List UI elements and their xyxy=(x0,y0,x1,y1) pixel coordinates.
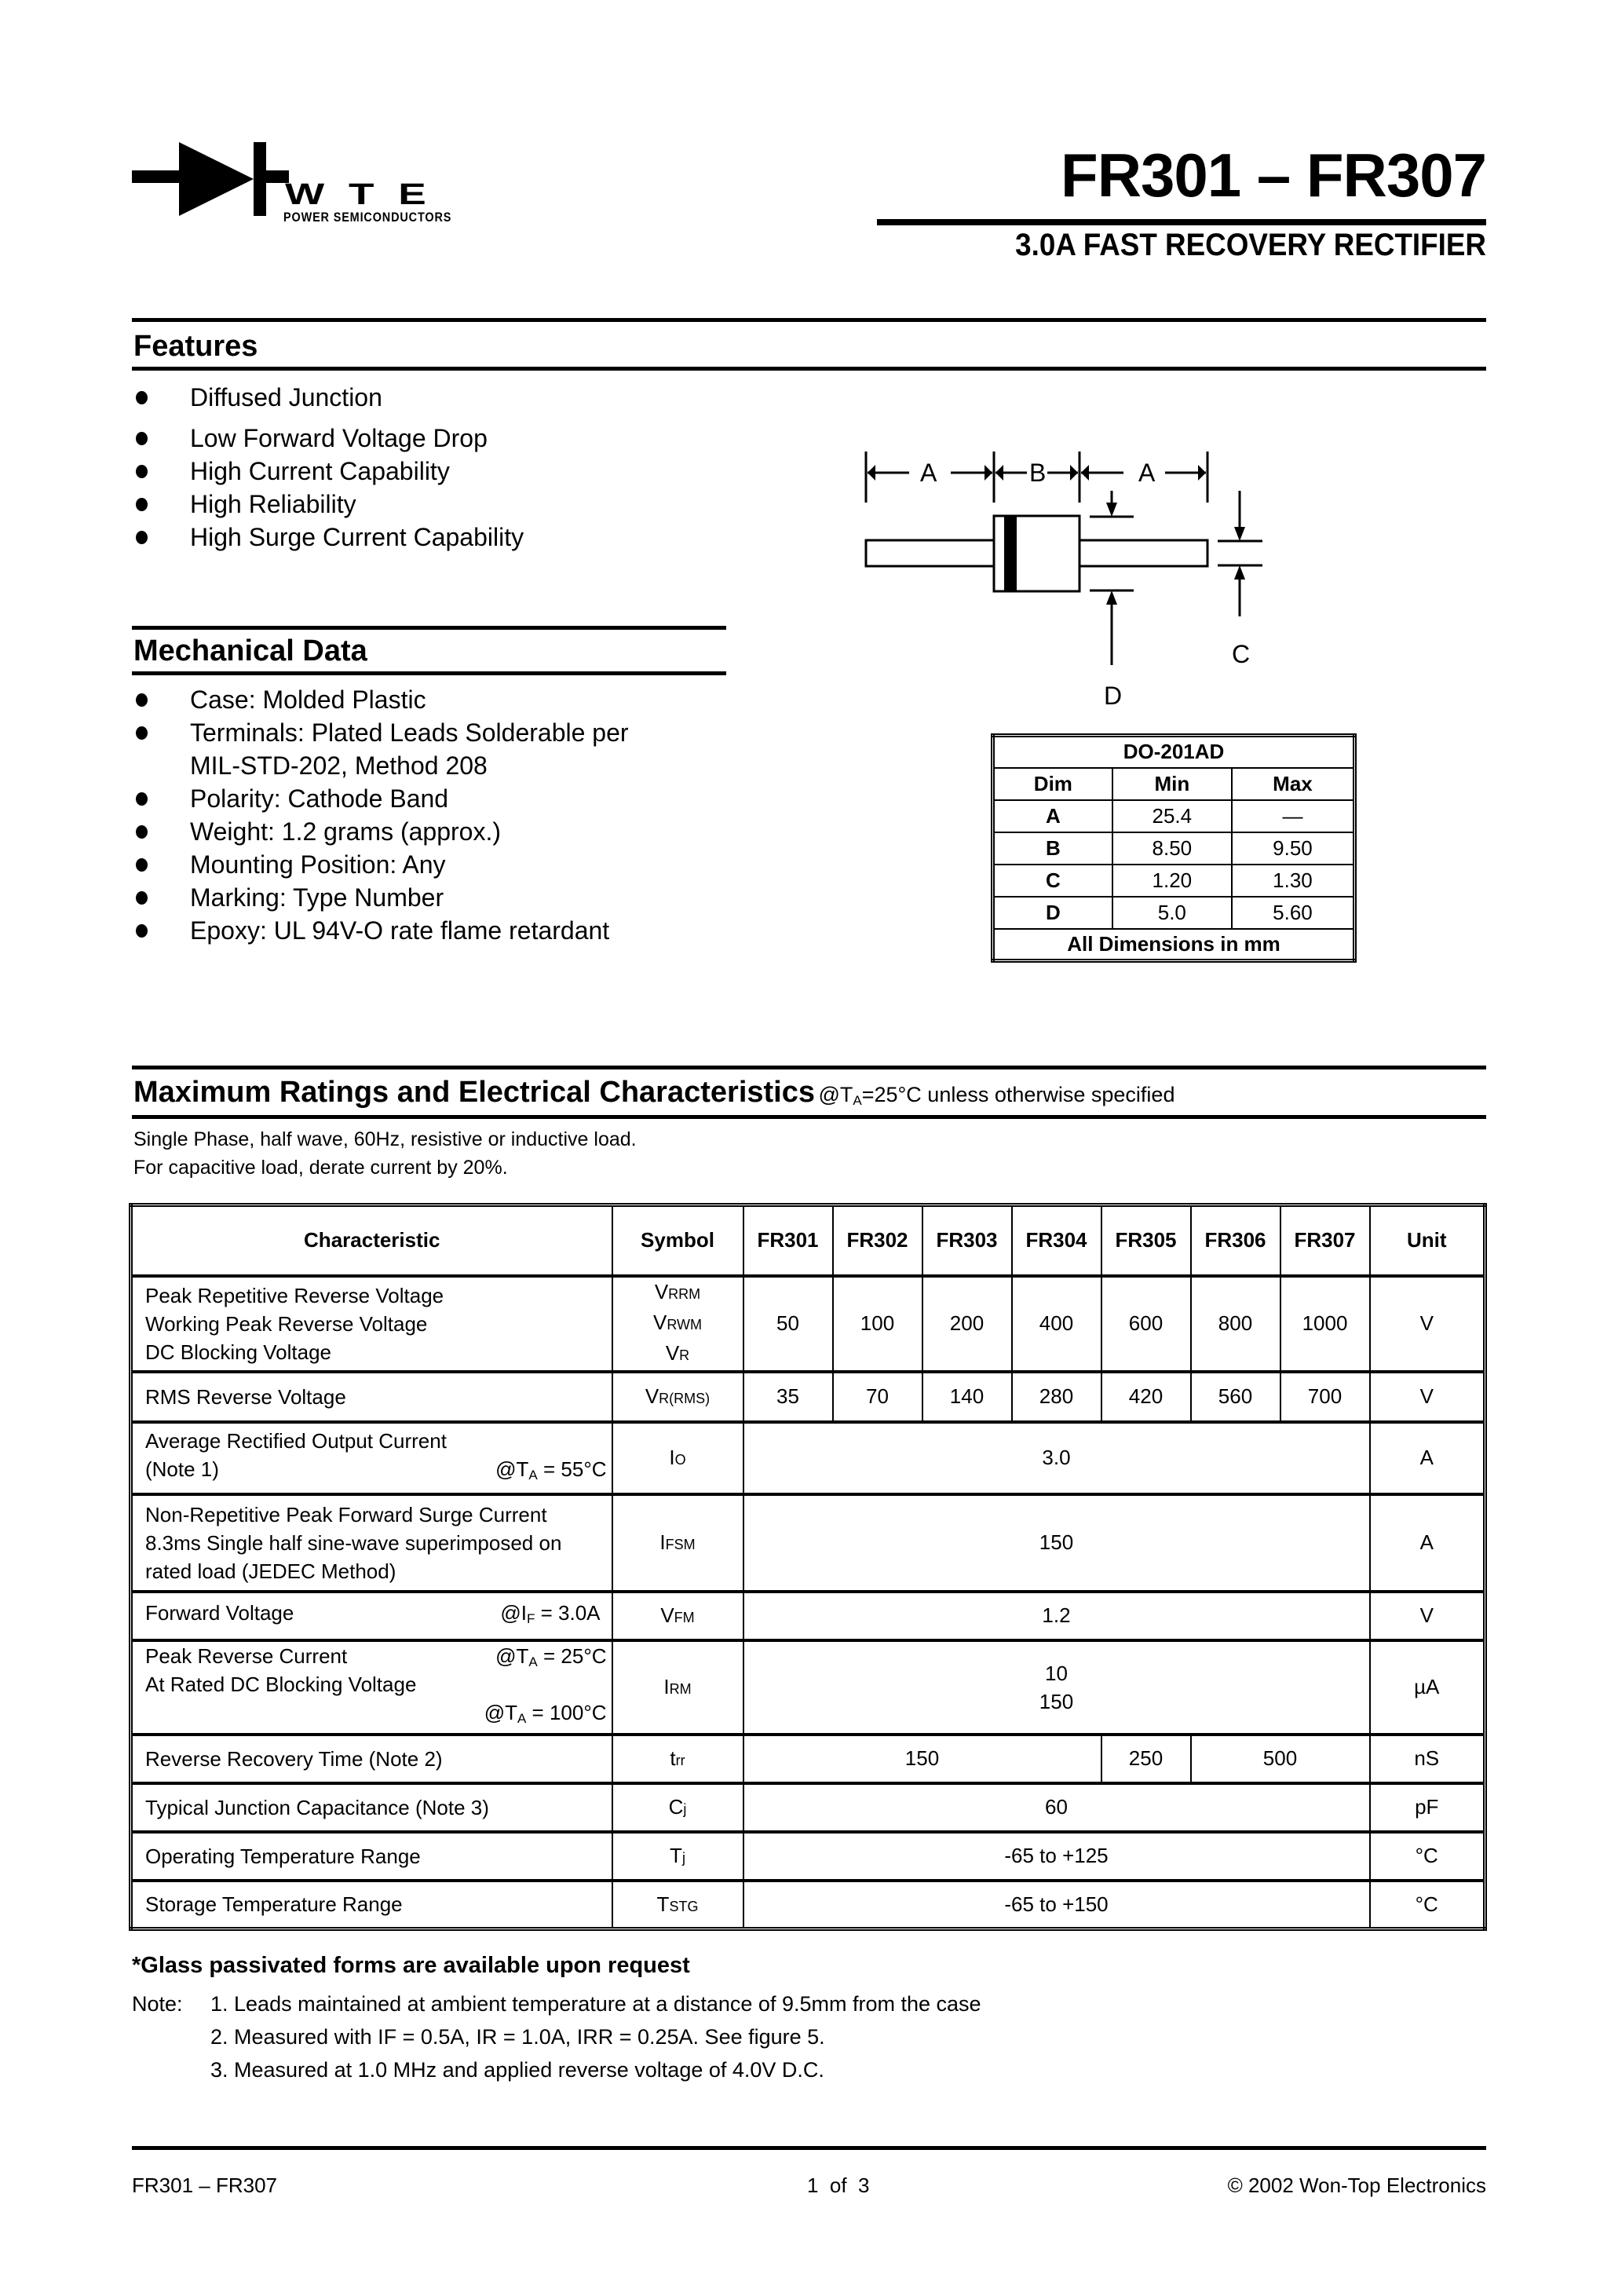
unit-cell: A xyxy=(1370,1422,1485,1494)
unit-cell: V xyxy=(1370,1592,1485,1640)
mechanical-item-continuation: MIL-STD-202, Method 208 xyxy=(190,751,488,780)
features-divider xyxy=(132,367,1486,371)
characteristic-cell: Peak Repetitive Reverse Voltage Working Peak Reverse Voltage DC Blocking Voltage xyxy=(131,1276,612,1372)
symbol-cell: Tj xyxy=(612,1832,743,1881)
dim-label-b: B xyxy=(1029,459,1047,487)
symbol-cell: VRRM VRWM VR xyxy=(612,1276,743,1372)
symbol-cell: trr xyxy=(612,1735,743,1783)
value-cell: 1000 xyxy=(1280,1276,1370,1372)
bullet-icon xyxy=(136,465,148,478)
symbol-cell: VR(RMS) xyxy=(612,1372,743,1422)
symbol-cell: IO xyxy=(612,1422,743,1494)
bullet-icon xyxy=(136,726,148,740)
value-cell: 3.0 xyxy=(743,1422,1370,1494)
table-row-cj xyxy=(131,1783,1485,1832)
characteristic-cell: Reverse Recovery Time (Note 2) xyxy=(131,1735,612,1783)
min-header: Min xyxy=(1112,768,1232,800)
dim-row xyxy=(993,865,1355,897)
max-cell: 5.60 xyxy=(1232,897,1355,929)
value-cell: 560 xyxy=(1191,1372,1280,1422)
dim-units-note: All Dimensions in mm xyxy=(993,929,1355,961)
value-cell: -65 to +125 xyxy=(743,1832,1370,1881)
table-row-vfm xyxy=(131,1592,1485,1640)
col-fr302: FR302 xyxy=(833,1205,922,1276)
dim-cell: A xyxy=(993,800,1112,832)
feature-item: Low Forward Voltage Drop xyxy=(132,422,524,455)
value-cell: 60 xyxy=(743,1783,1370,1832)
bullet-icon xyxy=(136,858,148,872)
col-fr305: FR305 xyxy=(1101,1205,1191,1276)
dim-header: Dim xyxy=(993,768,1112,800)
ratings-top-divider xyxy=(132,1066,1486,1069)
symbol-cell: IFSM xyxy=(612,1494,743,1592)
characteristic-cell: Typical Junction Capacitance (Note 3) xyxy=(131,1783,612,1832)
mechanical-item: Terminals: Plated Leads Solderable per xyxy=(132,716,629,749)
value-cell: 280 xyxy=(1012,1372,1101,1422)
unit-cell: pF xyxy=(1370,1783,1485,1832)
dim-label-a-left: A xyxy=(920,459,937,487)
diode-symbol-icon xyxy=(132,142,289,218)
notes-block xyxy=(132,1987,981,2086)
value-cell: 50 xyxy=(743,1276,833,1372)
unit-cell: °C xyxy=(1370,1832,1485,1881)
brand-tagline: POWER SEMICONDUCTORS xyxy=(283,210,452,225)
value-cell: 800 xyxy=(1191,1276,1280,1372)
unit-cell: A xyxy=(1370,1494,1485,1592)
footer-copyright: © 2002 Won-Top Electronics xyxy=(1227,2174,1486,2197)
page-title: FR301 – FR307 xyxy=(1061,141,1486,210)
mechanical-item: Polarity: Cathode Band xyxy=(132,782,629,815)
unit-cell: µA xyxy=(1370,1640,1485,1735)
characteristic-cell: Peak Reverse Current $@T_A = 25^\circ C$ At Rated DC Blocking Voltage $@T_A = 100^\circ C$ xyxy=(131,1640,612,1735)
unit-cell: V xyxy=(1370,1372,1485,1422)
dim-cell: C xyxy=(993,865,1112,897)
symbol-cell: Cj xyxy=(612,1783,743,1832)
note-item: 1. Leads maintained at ambient temperature at a distance of 9.5mm from the case xyxy=(210,1992,981,2016)
feature-item: High Surge Current Capability xyxy=(132,521,524,554)
value-cell: 70 xyxy=(833,1372,922,1422)
symbol-cell: TSTG xyxy=(612,1881,743,1929)
mechanical-list xyxy=(132,683,629,947)
max-header: Max xyxy=(1232,768,1355,800)
col-unit: Unit xyxy=(1370,1205,1485,1276)
dim-label-d: D xyxy=(1104,682,1123,710)
table-row-vrms xyxy=(131,1372,1485,1422)
footer-page-number: 1 of 3 xyxy=(807,2174,870,2197)
col-characteristic: Characteristic xyxy=(131,1205,612,1276)
value-cell: 100 xyxy=(833,1276,922,1372)
footer-divider xyxy=(132,2146,1486,2150)
wte-logo xyxy=(132,161,477,224)
feature-item: High Current Capability xyxy=(132,455,524,488)
unit-cell: °C xyxy=(1370,1881,1485,1929)
mechanical-item: Epoxy: UL 94V-O rate flame retardant xyxy=(132,914,629,947)
col-fr303: FR303 xyxy=(922,1205,1012,1276)
value-cell: 500 xyxy=(1191,1735,1370,1783)
unit-cell: nS xyxy=(1370,1735,1485,1783)
derate-note: For capacitive load, derate current by 20%. xyxy=(133,1157,508,1179)
characteristic-cell: Storage Temperature Range xyxy=(131,1881,612,1929)
table-header-row xyxy=(131,1205,1485,1276)
value-cell: 400 xyxy=(1012,1276,1101,1372)
mechanical-item: Case: Molded Plastic xyxy=(132,683,629,716)
max-cell: — xyxy=(1232,800,1355,832)
glass-passivated-note: *Glass passivated forms are available upon request xyxy=(132,1953,690,1978)
mechanical-item: Weight: 1.2 grams (approx.) xyxy=(132,815,629,848)
section-divider xyxy=(132,318,1486,322)
max-cell: 1.30 xyxy=(1232,865,1355,897)
value-cell: 250 xyxy=(1101,1735,1191,1783)
ratings-heading-row xyxy=(133,1076,1174,1110)
table-row-vrrm xyxy=(131,1276,1485,1372)
mechanical-item: Marking: Type Number xyxy=(132,881,629,914)
features-heading: Features xyxy=(133,330,258,363)
table-row-io xyxy=(131,1422,1485,1494)
footer-part-range: FR301 – FR307 xyxy=(132,2174,277,2197)
value-cell: -65 to +150 xyxy=(743,1881,1370,1929)
bullet-icon xyxy=(136,531,148,544)
value-cell: 700 xyxy=(1280,1372,1370,1422)
characteristic-cell: Non-Repetitive Peak Forward Surge Current 8.3ms Single half sine-wave superimposed on rated load (JEDEC Method) xyxy=(131,1494,612,1592)
feature-item: Diffused Junction xyxy=(132,381,524,414)
min-cell: 1.20 xyxy=(1112,865,1232,897)
value-cell: 150 xyxy=(743,1494,1370,1592)
characteristic-cell: RMS Reverse Voltage xyxy=(131,1372,612,1422)
value-cell: 1.2 xyxy=(743,1592,1370,1640)
bullet-icon xyxy=(136,498,148,511)
note-item: 3. Measured at 1.0 MHz and applied reverse voltage of 4.0V D.C. xyxy=(210,2058,824,2082)
value-cell: 140 xyxy=(922,1372,1012,1422)
bullet-icon xyxy=(136,924,148,938)
unit-cell: V xyxy=(1370,1276,1485,1372)
col-fr301: FR301 xyxy=(743,1205,833,1276)
brand-name: WTE xyxy=(285,178,451,211)
table-row-irm xyxy=(131,1640,1485,1735)
electrical-characteristics-table xyxy=(129,1203,1487,1931)
dim-row xyxy=(993,832,1355,865)
title-divider xyxy=(877,219,1486,225)
ratings-divider xyxy=(132,1115,1486,1119)
max-cell: 9.50 xyxy=(1232,832,1355,865)
min-cell: 25.4 xyxy=(1112,800,1232,832)
value-cell: 600 xyxy=(1101,1276,1191,1372)
value-cell: 420 xyxy=(1101,1372,1191,1422)
col-fr307: FR307 xyxy=(1280,1205,1370,1276)
load-note: Single Phase, half wave, 60Hz, resistive or inductive load. xyxy=(133,1128,637,1150)
characteristic-cell: Forward Voltage $@I_F = 3.0A$ xyxy=(131,1592,612,1640)
mechanical-heading: Mechanical Data xyxy=(133,634,367,667)
dim-cell: B xyxy=(993,832,1112,865)
characteristic-cell: Average Rectified Output Current (Note 1) $@T_A = 55^\circ C$ xyxy=(131,1422,612,1494)
bullet-icon xyxy=(136,792,148,806)
symbol-cell: IRM xyxy=(612,1640,743,1735)
bullet-icon xyxy=(136,432,148,445)
dim-row xyxy=(993,800,1355,832)
bullet-icon xyxy=(136,693,148,707)
feature-item: High Reliability xyxy=(132,488,524,521)
mechanical-item: Mounting Position: Any xyxy=(132,848,629,881)
table-row-tstg xyxy=(131,1881,1485,1929)
table-row-ifsm xyxy=(131,1494,1485,1592)
ratings-heading: Maximum Ratings and Electrical Characteristics xyxy=(133,1076,815,1109)
value-cell: 35 xyxy=(743,1372,833,1422)
table-row-trr xyxy=(131,1735,1485,1783)
table-row-tj xyxy=(131,1832,1485,1881)
bullet-icon xyxy=(136,825,148,839)
notes-label: Note: xyxy=(132,1992,183,2016)
ratings-condition: $@T_A=25^\circ C$ unless otherwise specified xyxy=(818,1083,1175,1108)
dim-row xyxy=(993,897,1355,929)
col-fr304: FR304 xyxy=(1012,1205,1101,1276)
bullet-icon xyxy=(136,891,148,905)
min-cell: 8.50 xyxy=(1112,832,1232,865)
dim-cell: D xyxy=(993,897,1112,929)
dimensions-table xyxy=(991,733,1357,963)
mechanical-top-divider xyxy=(132,626,726,630)
value-cell: 150 xyxy=(743,1735,1101,1783)
mechanical-divider xyxy=(132,671,726,675)
do201ad-drawing-icon xyxy=(864,440,1492,722)
characteristic-cell: Operating Temperature Range xyxy=(131,1832,612,1881)
note-item: 2. Measured with IF = 0.5A, IR = 1.0A, IRR = 0.25A. See figure 5. xyxy=(210,2025,825,2049)
package-outline-diagram xyxy=(864,440,1492,722)
min-cell: 5.0 xyxy=(1112,897,1232,929)
package-name: DO-201AD xyxy=(993,736,1355,768)
value-cell: 10 150 xyxy=(743,1640,1370,1735)
dim-label-a-right: A xyxy=(1138,459,1156,487)
value-cell: 200 xyxy=(922,1276,1012,1372)
col-fr306: FR306 xyxy=(1191,1205,1280,1276)
dim-label-c: C xyxy=(1232,640,1251,668)
bullet-icon xyxy=(136,391,148,404)
ratings-conditions-note xyxy=(133,1125,637,1182)
features-list xyxy=(132,381,524,554)
col-symbol: Symbol xyxy=(612,1205,743,1276)
page-subtitle: 3.0A FAST RECOVERY RECTIFIER xyxy=(1015,228,1486,262)
symbol-cell: VFM xyxy=(612,1592,743,1640)
